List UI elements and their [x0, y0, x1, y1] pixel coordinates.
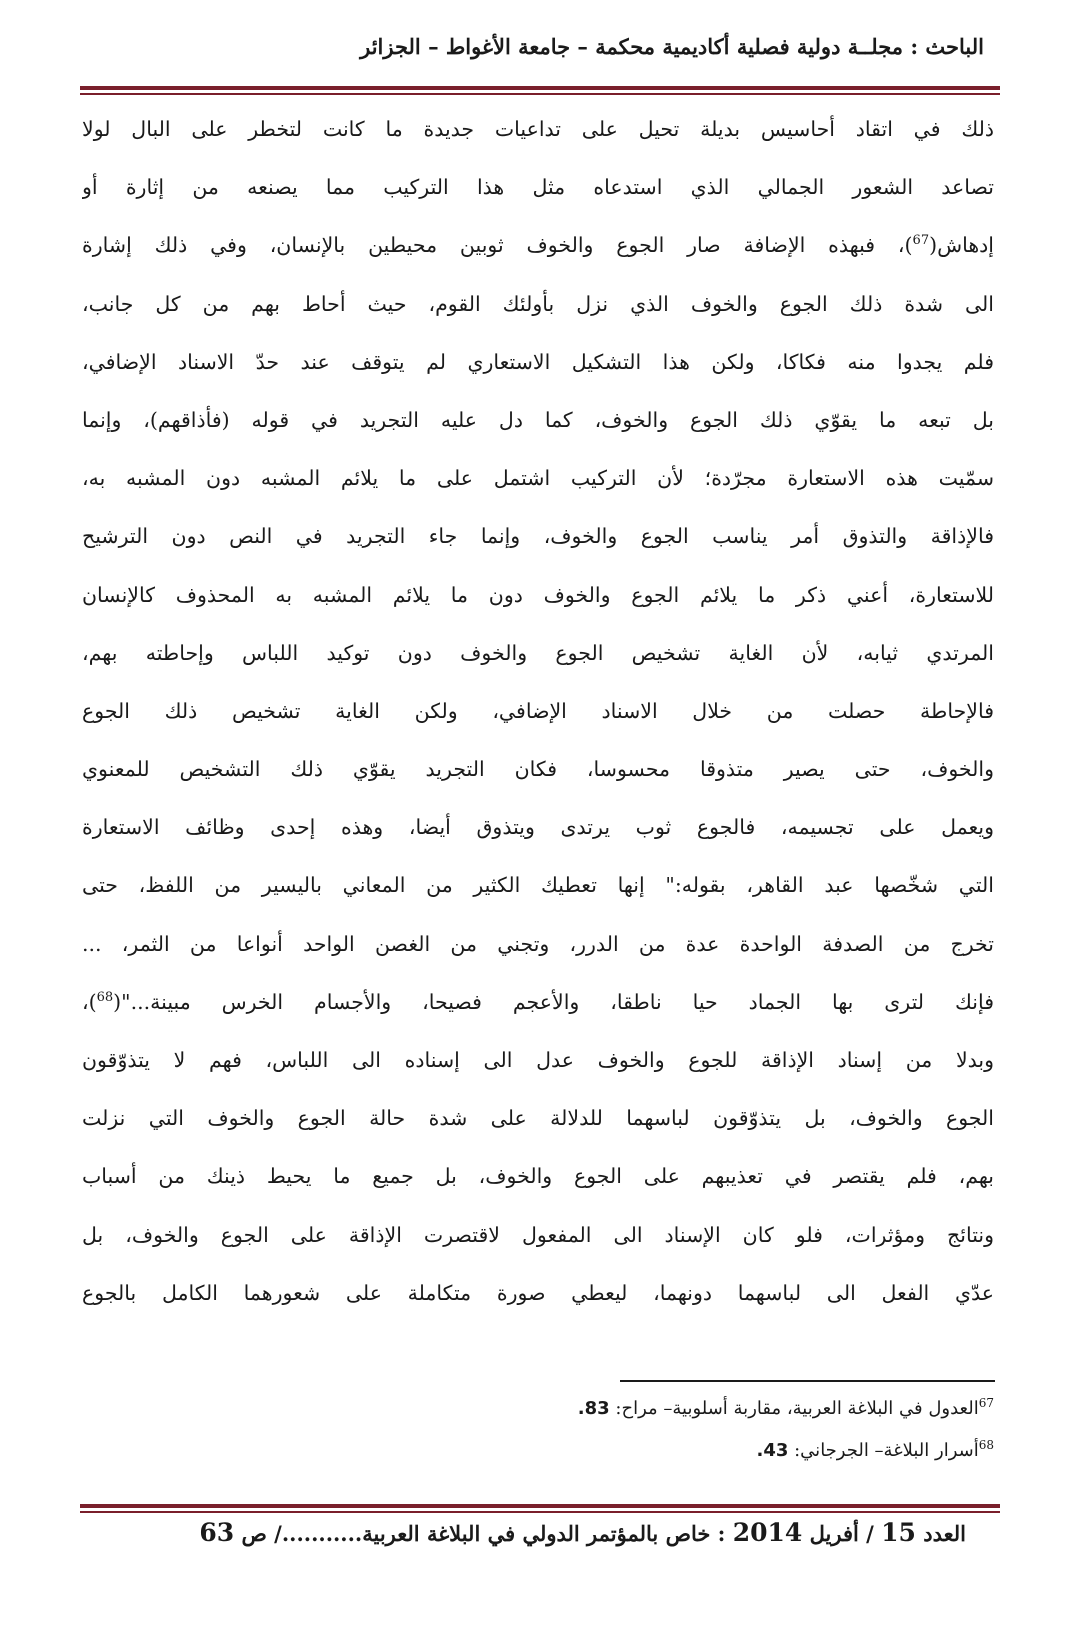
- footer-rule-thin: [80, 1511, 1000, 1513]
- body-text-segment: والخوف، حتى يصير متذوقا محسوسا، فكان التجريد يقوّي ذلك التشخيص للمعنوي: [82, 757, 994, 782]
- body-line: [82, 158, 994, 216]
- body-text-segment: فلم يجدوا منه فكاكا، ولكن هذا التشكيل الاستعاري لم يتوقف عند حدّ الاسناد الإضافي،: [82, 349, 994, 374]
- body-text-segment: التي شخّصها عبد القاهر، بقوله:" إنها تعطيك الكثير من المعاني باليسير من اللفظ، حتى: [82, 873, 994, 898]
- body-line: [82, 798, 994, 856]
- body-text-segment: وبدلا من إسناد الإذاقة للجوع والخوف عدل الى إسناده الى اللباس، فهم لا يتذوّقون: [82, 1048, 994, 1072]
- body-line: [82, 449, 994, 507]
- body-line: [82, 1264, 994, 1322]
- body-line: [82, 566, 994, 624]
- body-line: [82, 856, 994, 914]
- footnote-number: 67: [978, 1396, 994, 1410]
- body-text-segment: )،: [82, 989, 97, 1014]
- footnotes: [394, 1388, 994, 1472]
- body-text-segment: فالإحاطة حصلت من خلال الاسناد الإضافي، ولكن الغاية تشخيص ذلك الجوع: [82, 698, 994, 723]
- body-line: [82, 1089, 994, 1147]
- footer-issue-number: 15: [881, 1518, 916, 1547]
- header-rule: [80, 86, 1000, 96]
- running-footer: [110, 1518, 966, 1547]
- body-text-segment: فالإذاقة والتذوق أمر يناسب الجوع والخوف، وإنما جاء التجريد في النص دون الترشيح: [82, 524, 994, 549]
- body-text-segment: فإنك لترى بها الجماد حيا ناطقا، والأعجم فصيحا، والأجسام الخرس مبينة..."(: [113, 989, 994, 1014]
- footer-year: 2014: [732, 1518, 803, 1547]
- body-text-segment: ذلك في اتقاد أحاسيس بديلة تحيل على تداعيات جديدة ما كانت لتخطر على البال لولا: [82, 117, 994, 141]
- footnote-citation: أسرار البلاغة– الجرجاني:: [788, 1440, 979, 1461]
- body-text-segment: بهم، فلم يقتصر في تعذيبهم على الجوع والخوف، بل جميع ما يحيط ذينك من أسباب: [82, 1164, 994, 1189]
- footnote-number: 68: [978, 1438, 994, 1452]
- body-text-segment: الجوع والخوف، بل يتذوّقون لباسهما للدلالة على شدة حالة الجوع والخوف التي نزلت: [82, 1106, 994, 1131]
- body-text-segment: تصاعد الشعور الجمالي الذي استدعاه مثل هذا التركيب مما يصنعه من إثارة أو: [82, 175, 994, 200]
- footer-separator: /: [858, 1521, 882, 1546]
- body-text-segment: للاستعارة، أعني ذكر ما يلائم الجوع والخوف دون ما يلائم المشبه به المحذوف كالإنسان: [82, 582, 994, 607]
- body-text-segment: عدّي الفعل الى لباسهما دونهما، ليعطي صورة متكاملة على شعورهما الكامل بالجوع: [82, 1280, 994, 1305]
- body-text-segment: إدهاش(: [929, 233, 994, 258]
- footnote-page: 43.: [756, 1440, 789, 1461]
- footnote-item: [394, 1388, 994, 1430]
- body-text-segment: المرتدي ثيابه، لأن الغاية تشخيص الجوع والخوف دون توكيد اللباس وإحاطته بهم،: [82, 640, 994, 665]
- body-text-segment: الى شدة ذلك الجوع والخوف الذي نزل بأولئك القوم، حيث أحاط بهم من كل جانب،: [82, 291, 994, 316]
- body-line: [82, 1206, 994, 1264]
- footnote-reference: 68: [96, 989, 114, 1005]
- footer-issue-label: العدد: [915, 1521, 966, 1546]
- body-line: [82, 507, 994, 565]
- body-line: [82, 1031, 994, 1089]
- body-line: [82, 740, 994, 798]
- body-line: [82, 100, 994, 158]
- header-rule-thin: [80, 93, 1000, 95]
- body-line: [82, 216, 994, 274]
- body-line: [82, 391, 994, 449]
- body-text: [82, 100, 994, 1322]
- footnote-citation: العدول في البلاغة العربية، مقاربة أسلوبية– مراح:: [609, 1398, 979, 1419]
- body-text-segment: سمّيت هذه الاستعارة مجرّدة؛ لأن التركيب اشتمل على ما يلائم المشبه دون المشبه به،: [82, 466, 994, 491]
- body-line: [82, 1147, 994, 1205]
- footnote-reference: 67: [912, 233, 930, 249]
- body-line: [82, 333, 994, 391]
- footer-rule: [80, 1504, 1000, 1514]
- body-line: [82, 275, 994, 333]
- body-text-segment: بل تبعه ما يقوّي ذلك الجوع والخوف، كما دل عليه التجريد في قوله (فأذاقهم)، وإنما: [82, 407, 994, 432]
- footnote-separator: [620, 1380, 995, 1382]
- body-line: [82, 973, 994, 1031]
- body-line: [82, 624, 994, 682]
- footer-special-issue: : خاص بالمؤتمر الدولي في البلاغة العربية.........../ ص: [234, 1521, 733, 1546]
- body-text-segment: )، فبهذه الإضافة صار الجوع والخوف ثوبين محيطين بالإنسان، وفي ذلك إشارة: [82, 233, 913, 258]
- body-line: [82, 915, 994, 973]
- body-text-segment: تخرج من الصدفة الواحدة عدة من الدرر، وتجني من الغصن الواحد أنواعا من الثمر، ...: [82, 931, 994, 956]
- footnote-item: [394, 1430, 994, 1472]
- body-text-segment: ويعمل على تجسيمه، فالجوع ثوب يرتدى ويتذوق أيضا، وهذه إحدى وظائف الاستعارة: [82, 815, 994, 840]
- running-header: الباحث : مجلــة دولية فصلية أكاديمية محكمة – جامعة الأغواط – الجزائر: [360, 34, 984, 59]
- footer-date-label: أفريل: [802, 1521, 859, 1546]
- footnote-page: 83.: [577, 1398, 610, 1419]
- body-line: [82, 682, 994, 740]
- header-rule-thick: [80, 86, 1000, 90]
- footer-rule-thick: [80, 1504, 1000, 1508]
- body-text-segment: ونتائج ومؤثرات، فلو كان الإسناد الى المفعول لاقتصرت الإذاقة على الجوع والخوف، بل: [82, 1222, 994, 1247]
- footer-page-number: 63: [199, 1518, 235, 1547]
